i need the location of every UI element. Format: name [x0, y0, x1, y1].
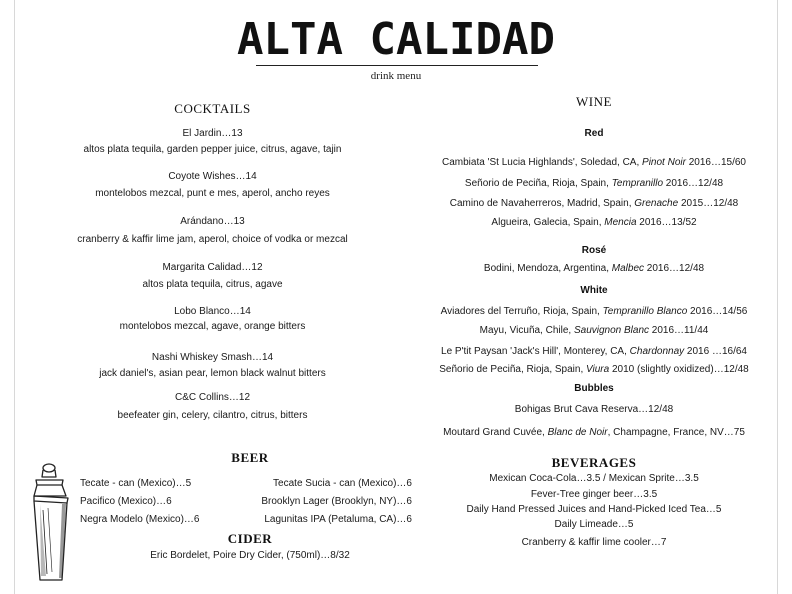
beverage-item: Daily Hand Pressed Juices and Hand-Picked Iced Tea…5 [466, 504, 722, 515]
beverage-item: Mexican Coca-Cola…3.5 / Mexican Sprite…3.5 [489, 473, 699, 484]
cocktail-desc: altos plata tequila, garden pepper juice, citrus, agave, tajin [83, 144, 342, 155]
menu-title: ALTA CALIDAD [237, 14, 555, 65]
cocktail-name: Arándano…13 [180, 216, 245, 227]
wine-item: Señorio de Peciña, Rioja, Spain, Tempranillo 2016…12/48 [464, 178, 724, 189]
wine-item: Mayu, Vicuña, Chile, Sauvignon Blanc 2016…11/44 [479, 325, 709, 336]
beer-item: Tecate Sucia - can (Mexico)…6 [273, 478, 412, 489]
beverage-item: Fever-Tree ginger beer…3.5 [530, 489, 658, 500]
beverage-item: Cranberry & kaffir lime cooler…7 [521, 537, 667, 548]
wine-category-white: White [580, 285, 608, 296]
page-edge-left [14, 0, 19, 594]
beer-heading: BEER [231, 450, 269, 465]
cider-item: Eric Bordelet, Poire Dry Cider, (750ml)…8/32 [150, 550, 350, 561]
cocktail-name: Coyote Wishes…14 [168, 171, 257, 182]
cocktail-desc: montelobos mezcal, agave, orange bitters [119, 321, 306, 332]
beverages-heading: BEVERAGES [551, 455, 637, 470]
wine-item: Camino de Navaherreros, Madrid, Spain, Grenache 2015…12/48 [449, 198, 739, 209]
cocktail-desc: montelobos mezcal, punt e mes, aperol, ancho reyes [95, 188, 330, 199]
wine-item: Aviadores del Terruño, Rioja, Spain, Tempranillo Blanco 2016…14/56 [440, 306, 748, 317]
cocktail-name: El Jardin…13 [182, 128, 243, 139]
wine-category-rose: Rosé [581, 245, 607, 256]
wine-item: Algueira, Galecia, Spain, Mencia 2016…13/52 [491, 217, 697, 228]
wine-item: Le P'tit Paysan 'Jack's Hill', Monterey, CA, Chardonnay 2016 …16/64 [441, 346, 747, 357]
cider-heading: CIDER [227, 531, 273, 546]
wine-item: Cambiata 'St Lucia Highlands', Soledad, CA, Pinot Noir 2016…15/60 [441, 157, 746, 168]
beer-item: Pacifico (Mexico)…6 [80, 496, 172, 507]
beer-item: Brooklyn Lager (Brooklyn, NY)…6 [261, 496, 412, 507]
beer-item: Negra Modelo (Mexico)…6 [80, 514, 200, 525]
cocktail-desc: cranberry & kaffir lime jam, aperol, choice of vodka or mezcal [77, 234, 348, 245]
wine-item: Bodini, Mendoza, Argentina, Malbec 2016…12/48 [483, 263, 705, 274]
wine-item: Señorio de Peciña, Rioja, Spain, Viura 2010 (slightly oxidized)…12/48 [439, 364, 749, 375]
title-divider [256, 65, 538, 66]
beverage-item: Daily Limeade…5 [554, 519, 634, 530]
wine-category-bubbles: Bubbles [574, 383, 614, 394]
cocktail-name: Margarita Calidad…12 [162, 262, 263, 273]
wine-item: Moutard Grand Cuvée, Blanc de Noir, Champagne, France, NV…75 [443, 427, 745, 438]
cocktail-desc: beefeater gin, celery, cilantro, citrus, bitters [117, 410, 308, 421]
cocktail-desc: jack daniel's, asian pear, lemon black walnut bitters [99, 368, 326, 379]
menu-subtitle: drink menu [370, 70, 422, 82]
cocktails-heading: COCKTAILS [174, 101, 251, 116]
cocktail-name: C&C Collins…12 [174, 392, 251, 403]
wine-category-red: Red [584, 128, 604, 139]
cocktail-desc: altos plata tequila, citrus, agave [142, 279, 283, 290]
wine-heading: WINE [576, 94, 612, 109]
cocktail-name: Nashi Whiskey Smash…14 [151, 352, 274, 363]
cocktail-shaker-icon [22, 462, 74, 584]
beer-item: Lagunitas IPA (Petaluma, CA)…6 [264, 514, 412, 525]
wine-item: Bohigas Brut Cava Reserva…12/48 [514, 404, 674, 415]
beer-item: Tecate - can (Mexico)…5 [80, 478, 192, 489]
cocktail-name: Lobo Blanco…14 [174, 306, 251, 317]
